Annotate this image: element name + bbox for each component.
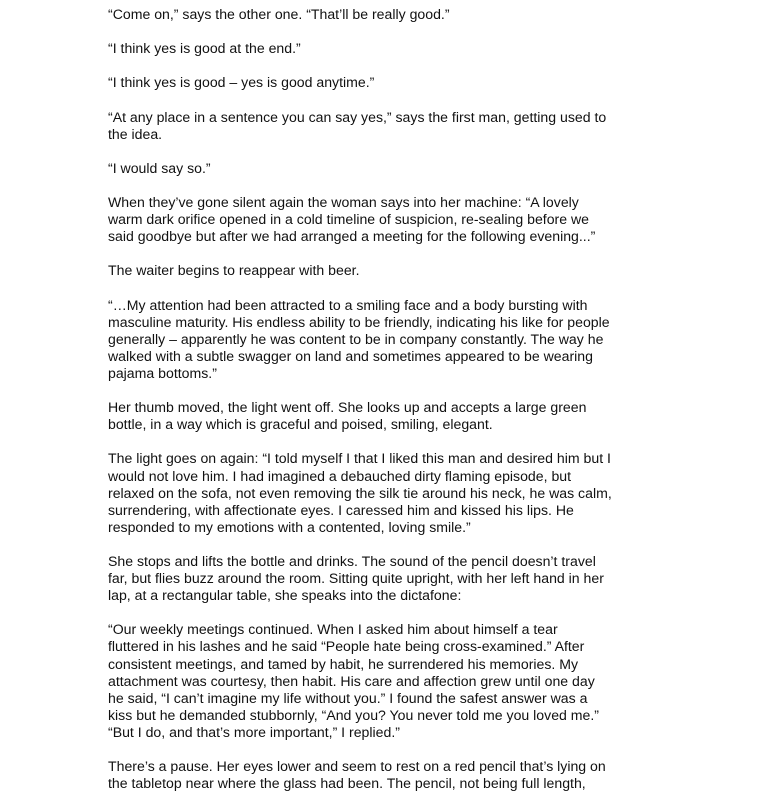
text-line: surrendering, with affectionate eyes. I caressed him and kissed his lips. He [108, 501, 574, 518]
paragraph [108, 109, 668, 143]
paragraph [108, 399, 668, 433]
text-line: said goodbye but after we had arranged a meeting for the following evening...” [108, 228, 596, 245]
text-line: relaxed on the sofa, not even removing the silk tie around his neck, he was calm, [108, 484, 612, 501]
text-line: would not love him. I had imagined a debauched dirty flaming episode, but [108, 467, 572, 484]
paragraph [108, 194, 668, 245]
text-line: lap, at a rectangular table, she speaks into the dictafone: [108, 587, 462, 604]
text-line: fluttered in his lashes and he said “People hate being cross-examined.” After [108, 638, 585, 655]
text-line: “At any place in a sentence you can say yes,” says the first man, getting used to [108, 108, 607, 125]
text-line: The waiter begins to reappear with beer. [108, 262, 360, 279]
text-line: The light goes on again: “I told myself I that I liked this man and desired him but I [108, 450, 611, 467]
text-line: “I would say so.” [108, 159, 211, 176]
paragraph [108, 40, 668, 57]
text-line: “I think yes is good – yes is good anytime.” [108, 74, 375, 91]
paragraph [108, 6, 668, 23]
paragraph [108, 553, 668, 604]
text-line: kiss but he demanded stubbornly, “And you? You never told me you loved me.” [108, 706, 599, 723]
text-line: responded to my emotions with a contented, loving smile.” [108, 518, 471, 535]
text-line: the idea. [108, 125, 163, 142]
paragraph [108, 160, 668, 177]
paragraph [108, 450, 668, 535]
paragraph [108, 621, 668, 741]
text-line: attachment was courtesy, then habit. His care and affection grew until one day [108, 672, 595, 689]
text-line: masculine maturity. His endless ability to be friendly, indicating his like for people [108, 313, 610, 330]
paragraph [108, 297, 668, 382]
paragraph [108, 758, 668, 792]
text-line: the tabletop near where the glass had been. The pencil, not being full length, [108, 775, 586, 792]
text-line: consistent meetings, and tamed by habit, he surrendered his memories. My [108, 655, 579, 672]
paragraph [108, 262, 668, 279]
text-line: “I think yes is good at the end.” [108, 40, 301, 57]
text-line: “Come on,” says the other one. “That’ll be really good.” [108, 6, 450, 22]
document-body [108, 6, 668, 809]
text-line: “…My attention had been attracted to a smiling face and a body bursting with [108, 296, 588, 313]
text-line: “Our weekly meetings continued. When I asked him about himself a tear [108, 621, 558, 638]
paragraph [108, 74, 668, 91]
text-line: walked with a subtle swagger on land and sometimes appeared to be wearing [108, 347, 593, 364]
text-line: bottle, in a way which is graceful and poised, smiling, elegant. [108, 416, 493, 433]
text-line: far, but flies buzz around the room. Sitting quite upright, with her left hand in her [108, 570, 604, 587]
text-line: warm dark orifice opened in a cold timeline of suspicion, re-sealing before we [108, 211, 589, 228]
text-line: There’s a pause. Her eyes lower and seem to rest on a red pencil that’s lying on [108, 758, 606, 775]
text-line: She stops and lifts the bottle and drinks. The sound of the pencil doesn’t travel [108, 553, 596, 569]
text-line: pajama bottoms.” [108, 364, 217, 381]
text-line: he said, “I can’t imagine my life without you.” I found the safest answer was a [108, 689, 588, 706]
text-line: Her thumb moved, the light went off. She looks up and accepts a large green [108, 399, 587, 416]
text-line: generally – apparently he was content to be in company constantly. The way he [108, 330, 604, 347]
text-line: When they’ve gone silent again the woman says into her machine: “A lovely [108, 194, 579, 211]
text-line: “But I do, and that’s more important,” I replied.” [108, 723, 400, 740]
